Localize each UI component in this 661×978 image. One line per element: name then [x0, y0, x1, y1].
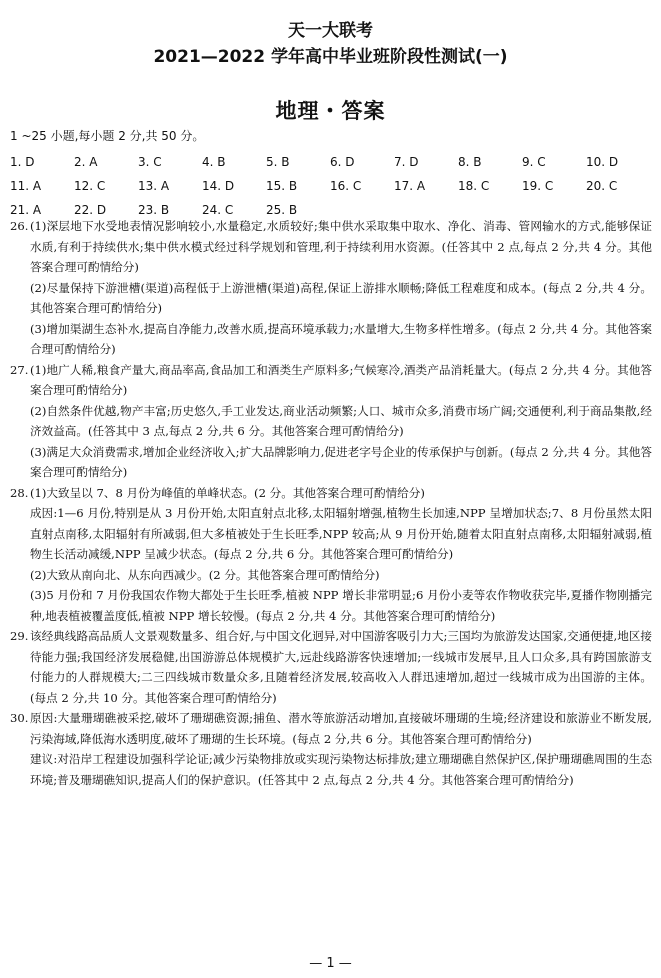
- mc-answer-grid: [10, 150, 650, 222]
- mc-answer: 24. C: [202, 203, 234, 217]
- mc-answer: 10. D: [586, 155, 619, 169]
- answer-paragraph: 建议:对沿岸工程建设加强科学论证;减少污染物排放或实现污染物达标排放;建立珊瑚礁自然保护区,保护珊瑚礁周围的生态环境;普及珊瑚礁知识,提高人们的保护意识。(任答其中 2 点,每点 2 分,共 4 分。其他答案合理可酌情给分): [30, 752, 652, 787]
- question-answer: [30, 360, 652, 483]
- mc-answer: 6. D: [330, 155, 355, 169]
- exam-org-title: 天一大联考: [288, 21, 373, 41]
- mc-answer: 15. B: [266, 179, 298, 193]
- mc-answer: 9. C: [522, 155, 546, 169]
- answer-paragraph: (1)大致呈以 7、8 月份为峰值的单峰状态。(2 分。其他答案合理可酌情给分): [30, 485, 425, 500]
- mc-row: [10, 174, 650, 198]
- answer-paragraph: 该经典线路高品质人文景观数量多、组合好,与中国文化迥异,对中国游客吸引力大;三国均为旅游发达国家,交通便捷,地区接待能力强;我国经济发展稳健,出国游游总体规模扩大,远赴线路游客快速增加;一线城市发展早,且人口众多,具有跨国旅游支付能力的人群规模大;二三四线城市数量众多,且随着经济发展,较高收入人群迅速增加,超过一线城市成为出国游的主体。(每点 2 分,共 10 分。其他答案合理可酌情给分): [30, 629, 652, 705]
- exam-name: 2021—2022 学年高中毕业班阶段性测试(一): [153, 47, 508, 67]
- mc-answer: 23. B: [138, 203, 170, 217]
- mc-answer: 19. C: [522, 179, 554, 193]
- mc-row: [10, 150, 650, 174]
- mc-answer: 13. A: [138, 179, 170, 193]
- mc-answer: 18. C: [458, 179, 490, 193]
- answer-paragraph: (1)地广人稀,粮食产量大,商品率高,食品加工和酒类生产原料多;气候寒冷,酒类产品消耗量大。(每点 2 分,共 4 分。其他答案合理可酌情给分): [30, 362, 652, 397]
- page-number: — 1 —: [309, 956, 352, 971]
- answer-paragraph: (3)增加渠湖生态补水,提高自净能力,改善水质,提高环境承载力;水量增大,生物多样性增多。(每点 2 分,共 4 分。其他答案合理可酌情给分): [30, 321, 652, 356]
- mc-answer: 8. B: [458, 155, 482, 169]
- mc-answer: 11. A: [10, 179, 42, 193]
- question-number: 26.: [10, 219, 29, 233]
- mc-answer: 21. A: [10, 203, 42, 217]
- mc-answer: 2. A: [74, 155, 98, 169]
- answer-paragraph: 成因:1—6 月份,特别是从 3 月份开始,太阳直射点北移,太阳辐射增强,植物生长加速,NPP 呈增加状态;7、8 月份虽然太阳直射点南移,太阳辐射有所减弱,但大多植被处于生长旺季,NPP 较高;从 9 月份开始,随着太阳直射点南移,太阳辐射减弱,植物生长活动减缓,NPP 呈减少状态。(每点 2 分,共 6 分。其他答案合理可酌情给分): [30, 506, 652, 561]
- mc-answer: 3. C: [138, 155, 162, 169]
- question-27: [10, 360, 652, 483]
- answer-paragraph: (3)满足大众消费需求,增加企业经济收入;扩大品牌影响力,促进老字号企业的传承保护与创新。(每点 2 分,共 4 分。其他答案合理可酌情给分): [30, 444, 652, 479]
- question-answer: [30, 216, 652, 360]
- question-29: [10, 626, 652, 708]
- mc-answer: 5. B: [266, 155, 290, 169]
- question-number: 27.: [10, 362, 29, 377]
- answer-paragraph: (2)大致从南向北、从东向西减少。(2 分。其他答案合理可酌情给分): [30, 567, 380, 582]
- question-answer: [30, 708, 652, 790]
- answer-body: [10, 216, 652, 790]
- question-30: [10, 708, 652, 790]
- mc-answer: 4. B: [202, 155, 226, 169]
- question-number: 29.: [10, 629, 29, 643]
- mc-instructions: 1 ~25 小题,每小题 2 分,共 50 分。: [10, 129, 205, 143]
- mc-answer: 25. B: [266, 203, 298, 217]
- question-26: [10, 216, 652, 360]
- answer-paragraph: 原因:大量珊瑚礁被采挖,破坏了珊瑚礁资源;捕鱼、潜水等旅游活动增加,直接破坏珊瑚的生境;经济建设和旅游业不断发展,污染海域,降低海水透明度,破坏了珊瑚的生长环境。(每点 2 分,共 6 分。其他答案合理可酌情给分): [30, 711, 652, 746]
- mc-answer: 17. A: [394, 179, 426, 193]
- answer-paragraph: (2)尽量保持下游泄槽(渠道)高程低于上游泄槽(渠道)高程,保证上游排水顺畅;降低工程难度和成本。(每点 2 分,共 4 分。其他答案合理可酌情给分): [30, 280, 652, 315]
- mc-answer: 22. D: [74, 203, 107, 217]
- mc-answer: 16. C: [330, 179, 362, 193]
- mc-answer: 7. D: [394, 155, 419, 169]
- mc-answer: 1. D: [10, 155, 35, 169]
- answer-paragraph: (3)5 月份和 7 月份我国农作物大都处于生长旺季,植被 NPP 增长非常明显;6 月份小麦等农作物收获完毕,夏播作物刚播完种,地表植被覆盖度低,植被 NPP 增长较慢。(每点 2 分,共 4 分。其他答案合理可酌情给分): [30, 588, 652, 623]
- mc-answer: 12. C: [74, 179, 106, 193]
- question-number: 28.: [10, 485, 29, 500]
- question-answer: [30, 626, 652, 708]
- question-answer: [30, 483, 652, 627]
- mc-answer: 20. C: [586, 179, 618, 193]
- page-title: 地理・答案: [275, 99, 386, 123]
- question-28: [10, 483, 652, 627]
- mc-answer: 14. D: [202, 179, 235, 193]
- answer-paragraph: (2)自然条件优越,物产丰富;历史悠久,手工业发达,商业活动频繁;人口、城市众多,消费市场广阔;交通便利,利于商品集散,经济效益高。(任答其中 3 点,每点 2 分,共 6 分。其他答案合理可酌情给分): [30, 403, 652, 438]
- question-number: 30.: [10, 711, 29, 725]
- answer-paragraph: (1)深层地下水受地表情况影响较小,水量稳定,水质较好;集中供水采取集中取水、净化、消毒、管网输水的方式,能够保证水质,有利于持续供水;集中供水模式经过科学规划和管理,利于持续利用水资源。(任答其中 2 点,每点 2 分,共 4 分。其他答案合理可酌情给分): [30, 219, 652, 274]
